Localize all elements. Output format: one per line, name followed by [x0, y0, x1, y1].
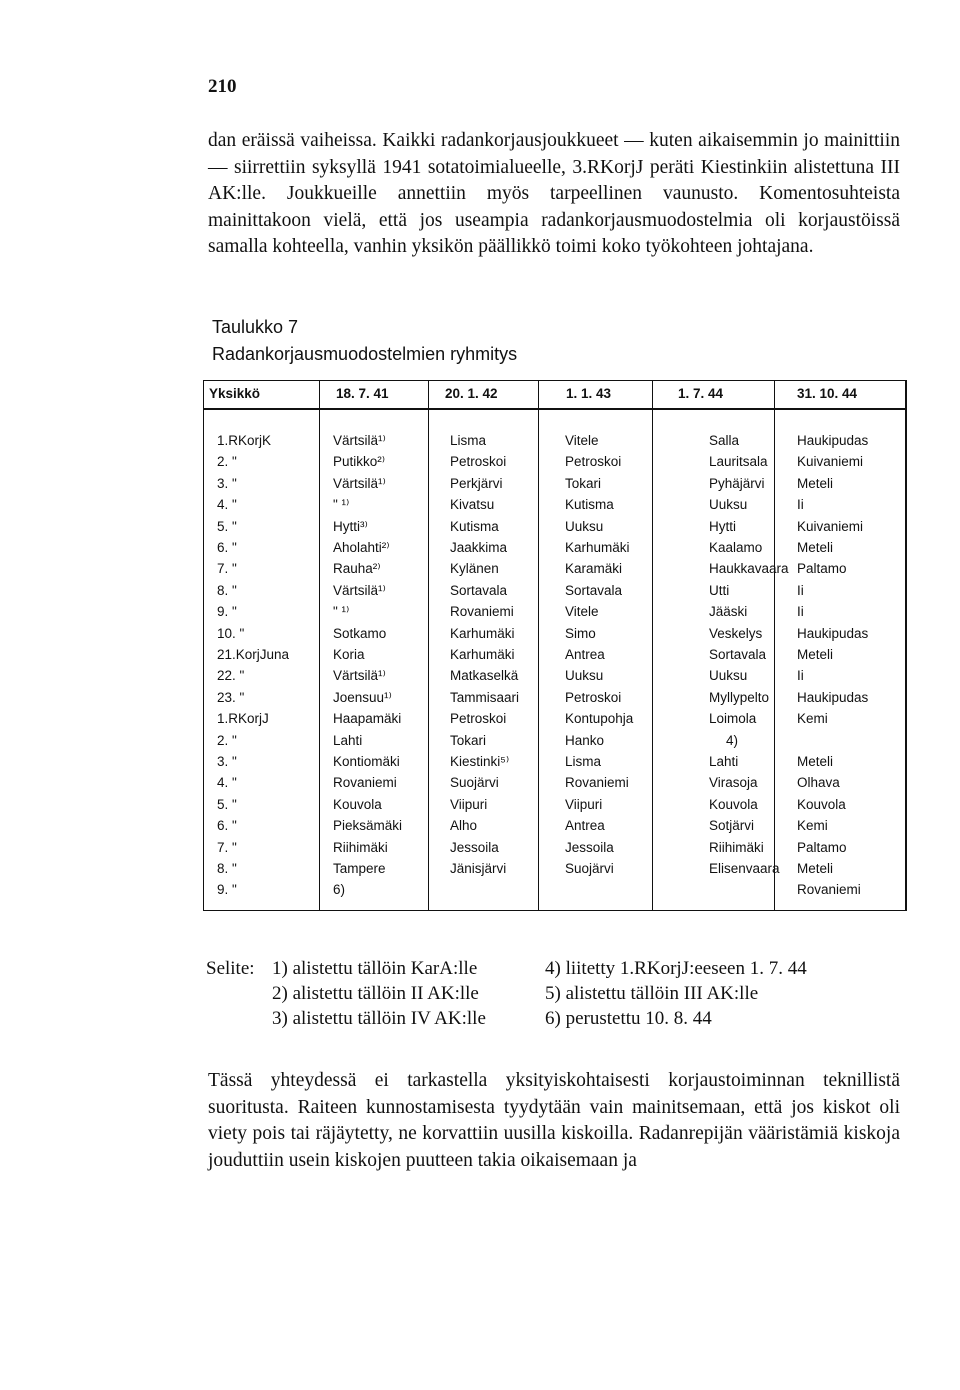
location-cell: Suojärvi: [450, 775, 499, 791]
table-caption: [212, 314, 517, 368]
location-cell: " ¹⁾: [333, 497, 350, 513]
location-cell: Haukipudas: [797, 433, 869, 448]
table-row: [203, 687, 906, 708]
table-row: [203, 430, 906, 451]
table-row: [203, 772, 906, 793]
location-cell: Kutisma: [450, 518, 499, 534]
location-cell: Tampere: [333, 861, 386, 876]
unit-cell: 8. ": [217, 582, 237, 598]
location-cell: Kutisma: [565, 497, 614, 513]
paragraph-top: dan eräissä vaiheissa. Kaikki radankorjausjoukkueet — kuten aikaisemmin jo mainittiin — siirrettiin syksyllä 1941 sotatoimialueelle, 3.RKorjJ peräti Kiestinkiin alistettuna III AK:lle. Joukkueille annettiin myös tarpeellinen vaunusto. Komentosuhteista mainittakoon vielä, että jos useampia radankorjausmuodostelmia oli korjaustöissä samalla kohteella, vanhin yksikön päällikkö toimi koko työkohteen johtajana.: [208, 130, 900, 257]
unit-cell: 4. ": [217, 775, 237, 791]
location-cell: Antrea: [565, 818, 605, 834]
location-cell: Jaakkima: [450, 540, 508, 555]
location-cell: Olhava: [797, 775, 840, 791]
table-row: [203, 644, 906, 665]
location-cell: Kontiomäki: [333, 754, 400, 769]
location-cell: Karamäki: [565, 561, 623, 577]
location-cell: Värtsilä¹⁾: [333, 475, 386, 491]
table-row: [203, 516, 906, 537]
location-cell: Kylänen: [450, 561, 499, 577]
location-cell: Rovaniemi: [333, 775, 397, 791]
legend-note: 4) liitetty 1.RKorjJ:eeseen 1. 7. 44: [545, 958, 807, 979]
location-cell: Joensuu¹⁾: [333, 689, 392, 705]
location-cell: Paltamo: [797, 839, 847, 855]
location-cell: Uuksu: [709, 497, 748, 513]
location-cell: Uuksu: [709, 668, 748, 684]
location-cell: Sortavala: [565, 582, 623, 598]
location-cell: Karhumäki: [450, 647, 515, 662]
legend-note: 2) alistettu tällöin II AK:lle: [272, 983, 479, 1004]
location-cell: Perkjärvi: [450, 475, 503, 491]
location-cell: Vitele: [565, 604, 599, 620]
location-cell: Rauha²⁾: [333, 561, 381, 577]
location-cell: Alho: [450, 818, 478, 834]
location-cell: Utti: [709, 582, 730, 598]
location-cell: Haukipudas: [797, 689, 869, 705]
unit-cell: 2. ": [217, 454, 237, 470]
location-cell: Elisenvaara: [709, 861, 780, 876]
location-cell: Rovaniemi: [565, 775, 629, 791]
unit-cell: 23. ": [217, 689, 245, 705]
location-cell: Värtsilä¹⁾: [333, 668, 386, 684]
table-row: [203, 623, 906, 644]
location-cell: Ii: [797, 604, 804, 620]
location-cell: Lisma: [450, 433, 487, 448]
location-cell: Viipuri: [565, 796, 603, 812]
table-header-date: 1. 7. 44: [678, 386, 724, 401]
table-row: [203, 494, 906, 515]
location-cell: Simo: [565, 625, 596, 641]
location-cell: Meteli: [797, 754, 834, 769]
table-header-unit: Yksikkö: [209, 386, 261, 401]
location-cell: Salla: [709, 433, 740, 448]
location-cell: Hytti: [709, 518, 736, 534]
table-row: [203, 730, 906, 751]
table-caption-number: Taulukko 7: [212, 317, 299, 337]
location-cell: Suojärvi: [565, 861, 614, 876]
location-cell: Kuivaniemi: [797, 454, 864, 470]
location-cell: Kiestinki⁵⁾: [450, 754, 510, 769]
location-cell: Ii: [797, 582, 804, 598]
location-cell: Putikko²⁾: [333, 454, 386, 470]
location-cell: Värtsilä¹⁾: [333, 433, 386, 448]
unit-cell: 4. ": [217, 497, 237, 513]
location-cell: Paltamo: [797, 561, 847, 577]
location-cell: Kouvola: [709, 796, 758, 812]
table-row: [203, 815, 906, 836]
unit-cell: 3. ": [217, 475, 237, 491]
legend-note: 6) perustettu 10. 8. 44: [545, 1008, 712, 1029]
table-header-date: 31. 10. 44: [797, 386, 858, 401]
location-cell: Uuksu: [565, 518, 604, 534]
table-header-date: 18. 7. 41: [336, 386, 389, 401]
table-row: [203, 794, 906, 815]
location-cell: Sotkamo: [333, 625, 387, 641]
location-cell: Kaalamo: [709, 540, 763, 555]
table-header-date: 1. 1. 43: [566, 386, 612, 401]
location-cell: Veskelys: [709, 625, 763, 641]
location-cell: Petroskoi: [450, 454, 507, 470]
location-cell: Sortavala: [450, 582, 508, 598]
location-cell: Petroskoi: [450, 711, 507, 727]
location-cell: Antrea: [565, 647, 605, 662]
legend-right: [545, 956, 807, 1031]
location-cell: Ii: [797, 668, 804, 684]
location-cell: Rovaniemi: [450, 604, 514, 620]
location-cell: Meteli: [797, 540, 834, 555]
location-cell: Karhumäki: [565, 540, 630, 555]
unit-cell: 21.KorjJuna: [217, 647, 290, 662]
location-cell: Lisma: [565, 754, 602, 769]
legend-note: 3) alistettu tällöin IV AK:lle: [272, 1008, 486, 1029]
location-cell: Petroskoi: [565, 454, 622, 470]
location-cell: 6): [333, 882, 346, 898]
location-cell: Rovaniemi: [797, 882, 861, 898]
unit-cell: 9. ": [217, 604, 237, 620]
location-cell: Lahti: [333, 732, 363, 748]
legend-note: 1) alistettu tällöin KarA:lle: [272, 958, 478, 979]
unit-cell: 5. ": [217, 796, 237, 812]
location-cell: Hanko: [565, 732, 605, 748]
location-cell: Lahti: [709, 754, 739, 769]
table-row: [203, 451, 906, 472]
location-cell: Pieksämäki: [333, 818, 403, 834]
location-cell: Kontupohja: [565, 711, 634, 727]
location-cell: Tokari: [565, 475, 602, 491]
table-header-date: 20. 1. 42: [445, 386, 498, 401]
location-cell: Haapamäki: [333, 711, 402, 727]
location-cell: Koria: [333, 647, 365, 662]
table-row: [203, 558, 906, 579]
location-cell: Petroskoi: [565, 689, 622, 705]
paragraph-bottom: Tässä yhteydessä ei tarkastella yksityiskohtaisesti korjaustoiminnan teknillistä suoritusta. Raiteen kunnostamisesta tyydytään vain mainitsemaan, että jos kiskot oli viety pois tai räjäytetty, ne korvattiin uusilla kiskoilla. Radanrepijän vääristämiä kiskoja jouduttiin usein kiskojen puutteen takia oikaisemaan ja: [208, 1070, 900, 1171]
unit-cell: 5. ": [217, 518, 237, 534]
location-cell: Sotjärvi: [709, 818, 755, 834]
location-cell: Kemi: [797, 818, 828, 834]
unit-cell: 6. ": [217, 818, 237, 834]
unit-cell: 6. ": [217, 540, 237, 555]
table-caption-title: Radankorjausmuodostelmien ryhmitys: [212, 344, 518, 364]
location-cell: Kuivaniemi: [797, 518, 864, 534]
location-cell: Kouvola: [797, 796, 846, 812]
grouping-table: [203, 380, 906, 911]
table-row: [203, 879, 906, 900]
page-number: 210: [208, 76, 237, 97]
location-cell: Hytti³⁾: [333, 518, 368, 534]
location-cell: 4): [726, 732, 739, 748]
location-cell: Sortavala: [709, 647, 767, 662]
location-cell: Meteli: [797, 647, 834, 662]
location-cell: Ii: [797, 497, 804, 513]
location-cell: Myllypelto: [709, 689, 770, 705]
unit-cell: 10. ": [217, 625, 245, 641]
location-cell: Lauritsala: [709, 454, 768, 470]
location-cell: Riihimäki: [333, 839, 388, 855]
location-cell: Haukkavaara: [709, 561, 789, 577]
table-row: [203, 601, 906, 622]
location-cell: Matkaselkä: [450, 668, 519, 684]
legend-note: 5) alistettu tällöin III AK:lle: [545, 983, 759, 1004]
location-cell: Kouvola: [333, 796, 382, 812]
location-cell: Jessoila: [450, 839, 499, 855]
location-cell: Meteli: [797, 475, 834, 491]
unit-cell: 1.RKorjK: [217, 433, 272, 448]
table-row: [203, 580, 906, 601]
unit-cell: 22. ": [217, 668, 245, 684]
location-cell: Virasoja: [709, 775, 758, 791]
location-cell: Aholahti²⁾: [333, 540, 390, 555]
table-row: [203, 751, 906, 772]
location-cell: Jääski: [709, 604, 748, 620]
location-cell: Uuksu: [565, 668, 604, 684]
location-cell: Loimola: [709, 711, 757, 727]
table-row: [203, 473, 906, 494]
unit-cell: 7. ": [217, 561, 237, 577]
table-row: [203, 708, 906, 729]
location-cell: Meteli: [797, 861, 834, 876]
location-cell: Tokari: [450, 732, 487, 748]
location-cell: Karhumäki: [450, 625, 515, 641]
location-cell: Kemi: [797, 711, 828, 727]
unit-cell: 1.RKorjJ: [217, 711, 269, 727]
unit-cell: 2. ": [217, 732, 237, 748]
location-cell: Pyhäjärvi: [709, 475, 765, 491]
location-cell: Riihimäki: [709, 839, 764, 855]
table-row: [203, 537, 906, 558]
location-cell: Vitele: [565, 433, 599, 448]
unit-cell: 8. ": [217, 861, 237, 876]
unit-cell: 7. ": [217, 839, 237, 855]
unit-cell: 3. ": [217, 754, 237, 769]
location-cell: " ¹⁾: [333, 604, 350, 620]
location-cell: Viipuri: [450, 796, 488, 812]
table-row: [203, 858, 906, 879]
unit-cell: 9. ": [217, 882, 237, 898]
location-cell: Jänisjärvi: [450, 861, 507, 876]
table-header-rule: [203, 408, 906, 410]
location-cell: Värtsilä¹⁾: [333, 582, 386, 598]
location-cell: Jessoila: [565, 839, 614, 855]
table-row: [203, 837, 906, 858]
legend-lead: Selite:: [206, 958, 255, 979]
legend-left: [206, 956, 486, 1031]
table-row: [203, 665, 906, 686]
location-cell: Kivatsu: [450, 497, 495, 513]
location-cell: Haukipudas: [797, 625, 869, 641]
location-cell: Tammisaari: [450, 689, 520, 705]
